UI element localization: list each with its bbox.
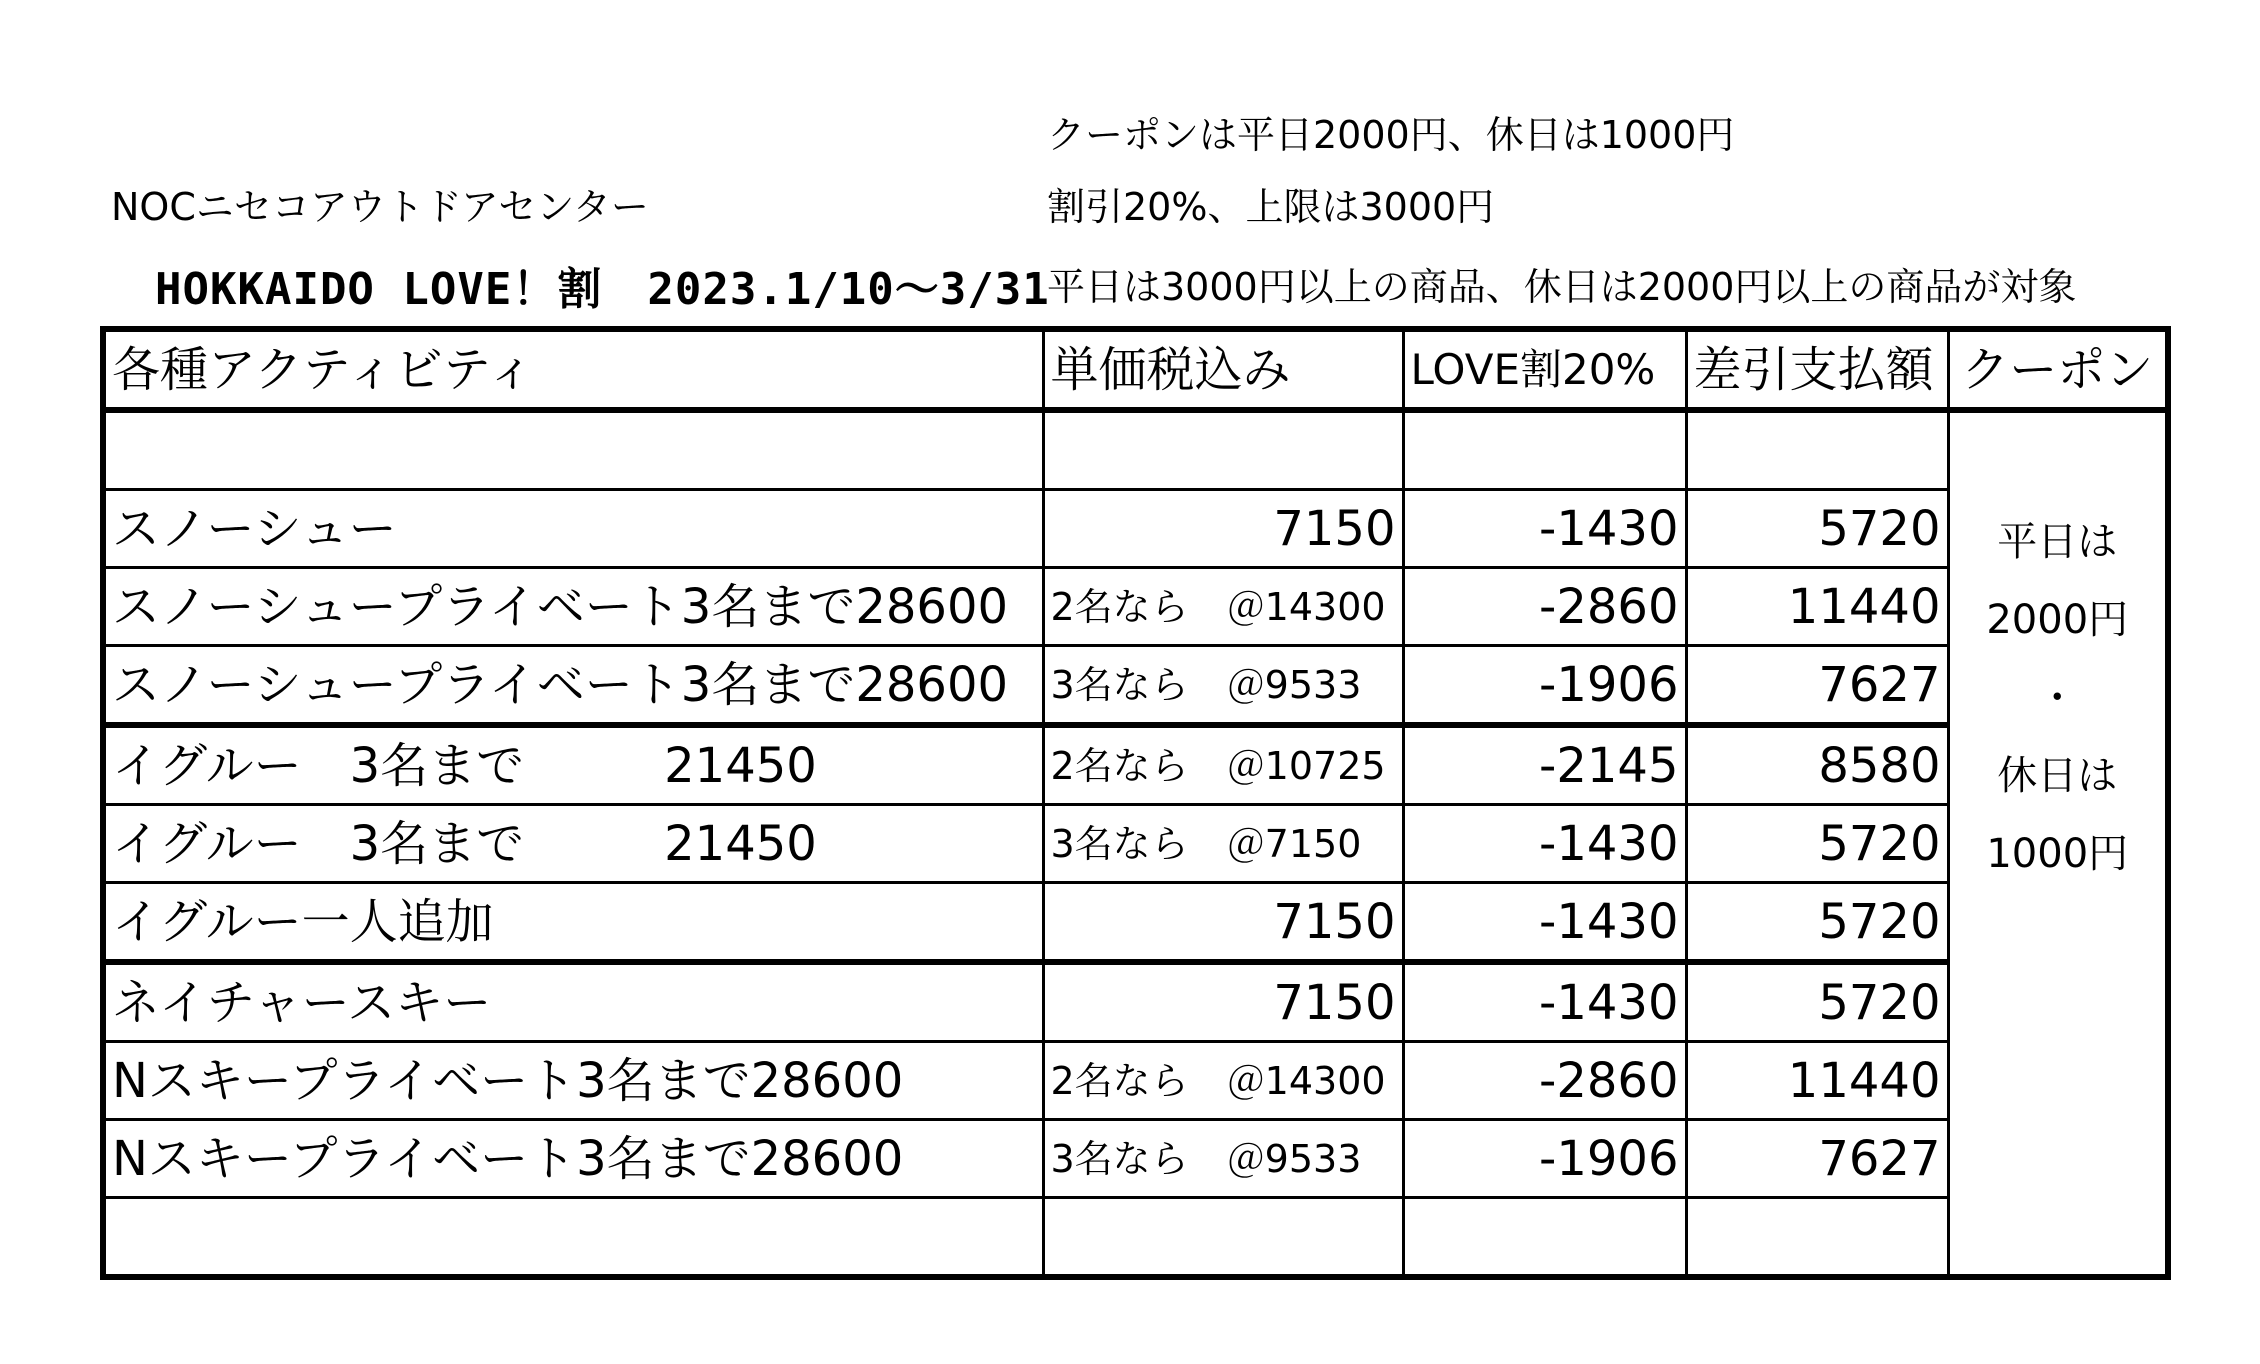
payment-cell: 5720 — [1686, 962, 1948, 1042]
table-row — [103, 805, 2168, 883]
activity-cell: スノーシュー — [103, 490, 1043, 568]
activity-cell: ネイチャースキー — [103, 962, 1043, 1042]
organization-name: NOCニセコアウトドアセンター — [111, 185, 649, 229]
payment-cell: 7627 — [1686, 1120, 1948, 1198]
activity-name: イグルー 3名まで — [112, 737, 525, 794]
header-unit-price: 単価税込み — [1043, 329, 1403, 410]
activity-cell: スノーシュープライベート3名まで28600 — [103, 646, 1043, 726]
table-row — [103, 725, 2168, 805]
price-cell: 7150 — [1043, 490, 1403, 568]
payment-cell — [1686, 1198, 1948, 1278]
discount-cell: -1430 — [1403, 883, 1686, 963]
header-love-discount: LOVE割20% — [1403, 329, 1686, 410]
activity-cell: スノーシュープライベート3名まで28600 — [103, 568, 1043, 646]
payment-cell: 8580 — [1686, 725, 1948, 805]
payment-cell: 11440 — [1686, 568, 1948, 646]
price-cell: 2名なら ＠14300 — [1043, 568, 1403, 646]
discount-cell: -1430 — [1403, 490, 1686, 568]
eligibility-note: 平日は3000円以上の商品、休日は2000円以上の商品が対象 — [1047, 265, 2077, 309]
activity-cell — [103, 1198, 1043, 1278]
payment-cell — [1686, 410, 1948, 490]
table-row — [103, 410, 2168, 490]
payment-cell: 11440 — [1686, 1042, 1948, 1120]
table-row — [103, 1198, 2168, 1278]
campaign-title: HOKKAIDO LOVE！割 2023.1/10～3/31 — [155, 264, 1050, 315]
table-row — [103, 962, 2168, 1042]
discount-cell: -1906 — [1403, 646, 1686, 726]
activity-price: 21450 — [664, 737, 817, 794]
table-row — [103, 568, 2168, 646]
payment-cell: 5720 — [1686, 490, 1948, 568]
coupon-line: 1000円 — [1986, 831, 2129, 877]
price-cell — [1043, 410, 1403, 490]
price-cell — [1043, 1198, 1403, 1278]
table-header-row — [103, 329, 2168, 410]
price-cell: 2名なら ＠10725 — [1043, 725, 1403, 805]
coupon-line: 2000円 — [1986, 597, 2129, 643]
table-row — [103, 490, 2168, 568]
price-cell: 3名なら ＠9533 — [1043, 1120, 1403, 1198]
discount-cell: -1430 — [1403, 962, 1686, 1042]
discount-cell: -2860 — [1403, 1042, 1686, 1120]
discount-cell — [1403, 410, 1686, 490]
discount-cell: -1906 — [1403, 1120, 1686, 1198]
price-table — [100, 326, 2171, 1280]
coupon-line: ・ — [2037, 675, 2078, 721]
price-cell: 2名なら ＠14300 — [1043, 1042, 1403, 1120]
payment-cell: 5720 — [1686, 883, 1948, 963]
table-row — [103, 1042, 2168, 1120]
payment-cell: 7627 — [1686, 646, 1948, 726]
discount-cell: -2860 — [1403, 568, 1686, 646]
payment-cell: 5720 — [1686, 805, 1948, 883]
price-cell: 3名なら ＠7150 — [1043, 805, 1403, 883]
activity-cell: イグルー一人追加 — [103, 883, 1043, 963]
activity-cell: Nスキープライベート3名まで28600 — [103, 1042, 1043, 1120]
discount-cell — [1403, 1198, 1686, 1278]
activity-cell — [103, 410, 1043, 490]
activity-cell — [103, 805, 1043, 883]
coupon-line: 平日は — [1997, 519, 2118, 565]
price-cell: 7150 — [1043, 962, 1403, 1042]
price-cell: 3名なら ＠9533 — [1043, 646, 1403, 726]
table-row — [103, 646, 2168, 726]
activity-name: イグルー 3名まで — [112, 815, 525, 872]
discount-cell: -2145 — [1403, 725, 1686, 805]
discount-cell: -1430 — [1403, 805, 1686, 883]
header-coupon: クーポン — [1948, 329, 2168, 410]
activity-cell: Nスキープライベート3名まで28600 — [103, 1120, 1043, 1198]
discount-note: 割引20%、上限は3000円 — [1047, 185, 1495, 229]
coupon-cell — [1948, 410, 2168, 1277]
header-payment: 差引支払額 — [1686, 329, 1948, 410]
header-activity: 各種アクティビティ — [103, 329, 1043, 410]
coupon-note: クーポンは平日2000円、休日は1000円 — [1047, 113, 1735, 157]
coupon-line: 休日は — [1997, 753, 2118, 799]
table-row — [103, 1120, 2168, 1198]
activity-price: 21450 — [664, 815, 817, 872]
activity-cell — [103, 725, 1043, 805]
table-row — [103, 883, 2168, 963]
price-cell: 7150 — [1043, 883, 1403, 963]
